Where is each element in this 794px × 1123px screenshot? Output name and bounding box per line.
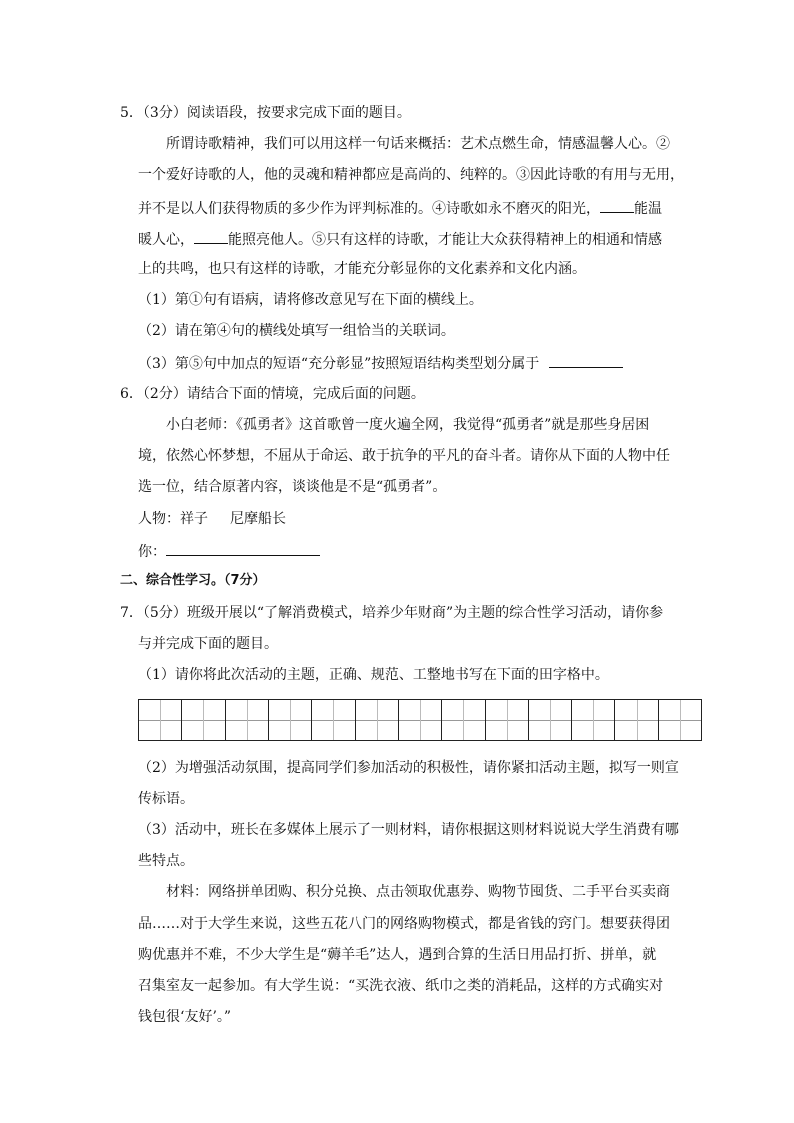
- q5-subquestion-2: （2）请在第④句的横线处填写一组恰当的关联词。: [138, 323, 455, 339]
- q5-passage-line-3-tail: 能温: [634, 201, 662, 217]
- q5-passage-line-4: [138, 228, 662, 248]
- q5-subquestion-3: [138, 352, 623, 372]
- q6-you-label: 你：: [138, 544, 166, 560]
- q7-subquestion-2-line-2: 传标语。: [138, 791, 194, 807]
- q5-blank-1[interactable]: [600, 197, 634, 213]
- grid-cell[interactable]: [659, 700, 701, 740]
- q5-passage-line-3: [138, 197, 662, 217]
- grid-cell[interactable]: [486, 700, 529, 740]
- q5-passage-line-5: 上的共鸣，也只有这样的诗歌，才能充分彰显你的文化素养和文化内涵。: [138, 261, 586, 277]
- grid-cell[interactable]: [182, 700, 225, 740]
- grid-cell[interactable]: [226, 700, 269, 740]
- section-2-heading: 二、综合性学习。（7分）: [120, 573, 266, 588]
- q7-subquestion-3-line-2: 些特点。: [138, 853, 194, 869]
- grid-cell[interactable]: [269, 700, 312, 740]
- q5-passage-line-1: 所谓诗歌精神，我们可以用这样一句话来概括：艺术点燃生命，情感温馨人心。②: [166, 136, 670, 152]
- tianzige-writing-grid[interactable]: [138, 699, 702, 741]
- grid-cell[interactable]: [615, 700, 658, 740]
- q6-answer-blank[interactable]: [166, 540, 320, 556]
- q5-passage-line-3-text: 并不是以人们获得物质的多少作为评判标准的。④诗歌如永不磨灭的阳光，: [138, 201, 600, 217]
- q5-heading: 5．（3分）阅读语段，按要求完成下面的题目。: [120, 105, 411, 121]
- q6-people: [138, 509, 286, 529]
- q7-subquestion-1: （1）请你将此次活动的主题，正确、规范、工整地书写在下面的田字格中。: [138, 667, 609, 683]
- q6-people-label: 人物：祥子: [138, 511, 208, 527]
- grid-cell[interactable]: [572, 700, 615, 740]
- q6-answer-row: [138, 540, 320, 560]
- q6-context-line-3: 选一位，结合原著内容，谈谈他是不是“孤勇者”。: [138, 479, 447, 495]
- grid-cell[interactable]: [529, 700, 572, 740]
- q7-heading: 7．（5分）班级开展以“了解消费模式，培养少年财商”为主题的综合性学习活动，请你参: [120, 605, 664, 621]
- grid-cell[interactable]: [399, 700, 442, 740]
- q7-material-line-5: 钱包很‘友好’。”: [138, 1009, 232, 1025]
- q6-context-line-2: 境，依然心怀梦想，不屈从于命运、敢于抗争的平凡的奋斗者。请你从下面的人物中任: [138, 448, 670, 464]
- q7-material-line-1: 材料：网络拼单团购、积分兑换、点击领取优惠券、购物节囤货、二手平台买卖商: [166, 884, 670, 900]
- q7-material-line-3: 购优惠并不难，不少大学生是“薅羊毛”达人，遇到合算的生活日用品打折、拼单，就: [138, 947, 657, 963]
- q6-people-second: 尼摩船长: [230, 511, 286, 527]
- q5-blank-2[interactable]: [194, 228, 228, 244]
- q5-subquestion-3-text: （3）第⑤句中加点的短语“充分彰显”按照短语结构类型划分属于: [138, 356, 540, 372]
- q5-answer-blank-3[interactable]: [549, 352, 623, 368]
- grid-cell[interactable]: [356, 700, 399, 740]
- grid-cell[interactable]: [139, 700, 182, 740]
- grid-cell[interactable]: [312, 700, 355, 740]
- q7-heading-line-2: 与并完成下面的题目。: [138, 636, 278, 652]
- grid-cell[interactable]: [442, 700, 485, 740]
- q5-passage-line-2: 一个爱好诗歌的人，他的灵魂和精神都应是高尚的、纯粹的。③因此诗歌的有用与无用，: [138, 167, 684, 183]
- q6-heading: 6．（2分）请结合下面的情境，完成后面的问题。: [120, 386, 425, 402]
- q7-subquestion-3-line-1: （3）活动中，班长在多媒体上展示了一则材料，请你根据这则材料说说大学生消费有哪: [138, 822, 679, 838]
- q5-subquestion-1: （1）第①句有语病，请将修改意见写在下面的横线上。: [138, 292, 483, 308]
- q7-subquestion-2-line-1: （2）为增强活动氛围，提高同学们参加活动的积极性，请你紧扣活动主题，拟写一则宣: [138, 760, 679, 776]
- q7-material-line-4: 召集室友一起参加。有大学生说：“买洗衣液、纸巾之类的消耗品，这样的方式确实对: [138, 978, 664, 994]
- q5-passage-line-4-head: 暖人心，: [138, 232, 194, 248]
- q6-context-line-1: 小白老师：《孤勇者》这首歌曾一度火遍全网，我觉得“孤勇者”就是那些身居困: [166, 417, 650, 433]
- q7-material-line-2: 品……对于大学生来说，这些五花八门的网络购物模式，都是省钱的窍门。想要获得团: [138, 916, 670, 932]
- q5-passage-line-4-text: 能照亮他人。⑤只有这样的诗歌，才能让大众获得精神上的相通和情感: [228, 232, 662, 248]
